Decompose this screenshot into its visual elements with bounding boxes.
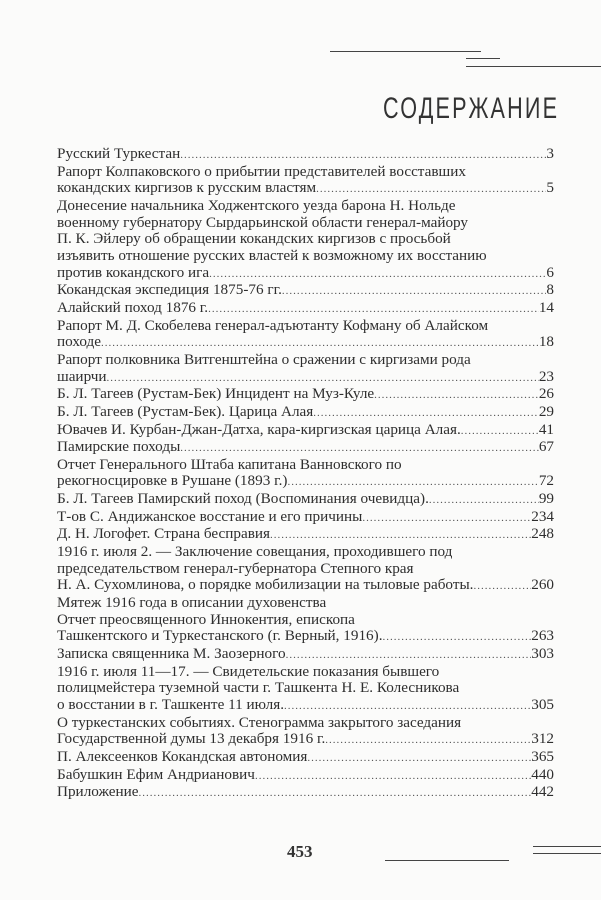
toc-entry-page: 99	[538, 490, 554, 508]
toc-entry-page: 18	[538, 333, 554, 351]
dot-leader	[139, 785, 532, 802]
dot-leader	[180, 440, 539, 457]
toc-entry	[57, 749, 554, 767]
toc-entry-last-line	[57, 404, 554, 422]
toc-entry-text: Бабушкин Ефим Андрианович	[57, 765, 255, 783]
toc-entry-page: 305	[531, 696, 554, 713]
toc-entry	[57, 526, 554, 544]
dot-leader	[255, 768, 531, 785]
dot-leader	[101, 335, 539, 352]
toc-entry-page: 440	[531, 765, 554, 783]
toc-entry-page: 365	[531, 747, 554, 765]
toc-entry-page: 234	[531, 507, 554, 525]
toc-entry-page: 303	[531, 645, 554, 663]
toc-entry-text: о восстании в г. Ташкенте 11 июля.	[57, 696, 284, 713]
dot-leader	[473, 578, 531, 595]
toc-entry-text: Памирские походы	[57, 438, 181, 456]
toc-entry-text: Б. Л. Тагеев (Рустам-Бек) Инцидент на Муз-Куле	[57, 385, 375, 403]
toc-entry-text: Отчет преосвященного Иннокентия, епископа	[57, 610, 355, 628]
table-of-contents	[57, 146, 554, 802]
toc-entry	[57, 386, 554, 404]
page-number: 453	[287, 842, 313, 861]
toc-entry	[57, 612, 554, 646]
toc-entry-last-line	[57, 439, 554, 457]
toc-entry-page: 312	[531, 730, 554, 748]
toc-entry-last-line	[57, 422, 554, 440]
toc-entry	[57, 664, 554, 715]
dot-leader	[282, 283, 547, 300]
toc-entry-text: Н. А. Сухомлинова, о порядке мобилизации на тыловые работы.	[57, 576, 474, 594]
toc-entry-text: Рапорт полковника Витгенштейна о сражении с киргизами рода	[57, 350, 471, 368]
toc-entry-text: Б. Л. Тагеев Памирский поход (Воспоминания очевидца).	[57, 490, 429, 508]
header-rule	[330, 51, 481, 52]
toc-entry-last-line	[57, 577, 554, 595]
toc-entry-page: 260	[531, 576, 554, 594]
toc-entry-page: 67	[538, 438, 554, 456]
toc-entry-last-line	[57, 749, 554, 767]
dot-leader	[429, 492, 539, 509]
toc-entry	[57, 164, 554, 198]
dot-leader	[383, 629, 532, 646]
toc-entry-page: 14	[538, 298, 554, 316]
toc-entry-last-line	[57, 526, 554, 544]
header-rule-edge	[466, 66, 601, 67]
toc-entry-page: 26	[538, 385, 554, 403]
toc-entry-text: рекогносцировке в Рушане (1893 г.)	[57, 472, 288, 490]
toc-entry	[57, 509, 554, 527]
toc-entry-page: 248	[531, 525, 554, 543]
dot-leader	[270, 527, 531, 544]
toc-entry-last-line	[57, 386, 554, 404]
dot-leader	[208, 301, 539, 318]
dot-leader	[209, 266, 546, 283]
toc-entry-last-line	[57, 628, 554, 646]
toc-entry-text: Кокандская экспедиция 1875-76 гг.	[57, 281, 282, 299]
toc-entry-text: шаирчи	[57, 367, 107, 385]
toc-entry	[57, 544, 554, 595]
dot-leader	[107, 370, 539, 387]
toc-entry-text: Рапорт М. Д. Скобелева генерал-адъютанту Кофману об Алайском	[57, 316, 489, 334]
toc-entry-last-line	[57, 180, 554, 198]
dot-leader	[374, 387, 539, 404]
toc-entry-last-line	[57, 146, 554, 164]
toc-entry	[57, 784, 554, 802]
toc-entry	[57, 282, 554, 300]
toc-entry-text: военному губернатору Сырдарьинской области генерал-майору	[57, 213, 469, 231]
toc-entry-page: 72	[538, 472, 554, 490]
toc-entry-page: 8	[546, 281, 554, 299]
toc-entry-last-line	[57, 697, 554, 715]
page-title: СОДЕРЖАНИЕ	[383, 92, 560, 125]
toc-entry	[57, 318, 554, 352]
toc-entry-page: 41	[538, 420, 554, 438]
toc-entry	[57, 198, 554, 282]
toc-entry-text: кокандских киргизов к русским властям	[57, 179, 317, 197]
toc-entry-text: Записка священника М. Заозерного	[57, 645, 286, 663]
toc-entry-last-line	[57, 491, 554, 509]
toc-entry	[57, 646, 554, 664]
toc-entry-page: 263	[531, 627, 554, 645]
dot-leader	[461, 423, 539, 440]
toc-entry-text: П. К. Эйлеру об обращении кокандских киргизов с просьбой	[57, 230, 451, 248]
toc-entry	[57, 352, 554, 386]
toc-entry-last-line	[57, 300, 554, 318]
dot-leader	[325, 732, 531, 749]
toc-entry	[57, 404, 554, 422]
toc-entry	[57, 491, 554, 509]
dot-leader	[313, 405, 539, 422]
toc-entry-text: 1916 г. июля 2. — Заключение совещания, проходившего под	[57, 543, 453, 561]
toc-entry-text: 1916 г. июля 11—17. — Свидетельские показания бывшего	[57, 662, 440, 680]
toc-entry	[57, 300, 554, 318]
toc-entry-page: 5	[546, 179, 554, 197]
toc-entry-last-line	[57, 767, 554, 785]
toc-entry-last-line	[57, 473, 554, 491]
toc-entry	[57, 595, 554, 612]
toc-entry-text: Отчет Генерального Штаба капитана Ванновского по	[57, 455, 402, 473]
toc-entry	[57, 457, 554, 491]
header-rule-short	[466, 58, 500, 59]
dot-leader	[284, 698, 531, 715]
dot-leader	[286, 647, 532, 664]
toc-entry-page: 3	[546, 145, 554, 162]
dot-leader	[307, 750, 531, 767]
toc-entry-last-line	[57, 282, 554, 300]
toc-entry-page: 442	[531, 783, 554, 801]
toc-entry-text: полицмейстера туземной части г. Ташкента Н. Е. Колесникова	[57, 679, 460, 697]
toc-entry	[57, 767, 554, 785]
toc-entry-text: Д. Н. Логофет. Страна бесправия	[57, 525, 271, 543]
dot-leader	[362, 510, 531, 527]
footer-rule-edge-2	[533, 853, 601, 854]
toc-entry-last-line	[57, 646, 554, 664]
toc-entry-text: Алайский поход 1876 г.	[57, 298, 209, 316]
toc-entry-text: против кокандского ига	[57, 263, 210, 281]
toc-entry-text: Ювачев И. Курбан-Джан-Датха, кара-киргизская царица Алая.	[57, 420, 461, 438]
toc-entry-last-line	[57, 265, 554, 283]
toc-entry-text: председательством генерал-губернатора Степного края	[57, 559, 414, 577]
dot-leader	[316, 181, 546, 198]
toc-entry-last-line	[57, 334, 554, 352]
toc-entry-page: 29	[538, 402, 554, 420]
toc-entry-text: Приложение	[57, 783, 139, 801]
toc-entry-last-line	[57, 784, 554, 802]
toc-entry-text: Русский Туркестан	[57, 145, 181, 162]
dot-leader	[287, 474, 538, 491]
toc-entry-text: походе	[57, 333, 101, 351]
toc-entry	[57, 146, 554, 164]
toc-entry-text: Т-ов С. Андижанское восстание и его причины	[57, 507, 363, 525]
dot-leader	[180, 147, 546, 164]
toc-entry-last-line	[57, 509, 554, 527]
toc-entry-text: Мятеж 1916 года в описании духовенства	[57, 594, 327, 612]
toc-entry-text: Б. Л. Тагеев (Рустам-Бек). Царица Алая	[57, 402, 314, 420]
toc-entry-page: 6	[546, 263, 554, 281]
toc-entry-text: Государственной думы 13 декабря 1916 г.	[57, 730, 326, 748]
toc-entry	[57, 439, 554, 457]
toc-entry-text: изъявить отношение русских властей к возможному их восстанию	[57, 246, 487, 264]
toc-entry	[57, 715, 554, 749]
toc-entry-last-line	[57, 369, 554, 387]
toc-entry-text: П. Алексеенков Кокандская автономия	[57, 747, 308, 765]
toc-entry-text: О туркестанских событиях. Стенограмма закрытого заседания	[57, 713, 462, 731]
toc-entry-text: Ташкентского и Туркестанского (г. Верный, 1916).	[57, 627, 383, 645]
toc-entry	[57, 422, 554, 440]
toc-entry-last-line	[57, 731, 554, 749]
toc-entry-page: 23	[538, 367, 554, 385]
footer-rule-edge	[533, 846, 601, 847]
toc-entry-text: Рапорт Колпаковского о прибытии представителей восставших	[57, 162, 466, 180]
toc-entry-text: Донесение начальника Ходжентского уезда барона Н. Нольде	[57, 196, 456, 214]
footer-rule	[385, 860, 509, 861]
